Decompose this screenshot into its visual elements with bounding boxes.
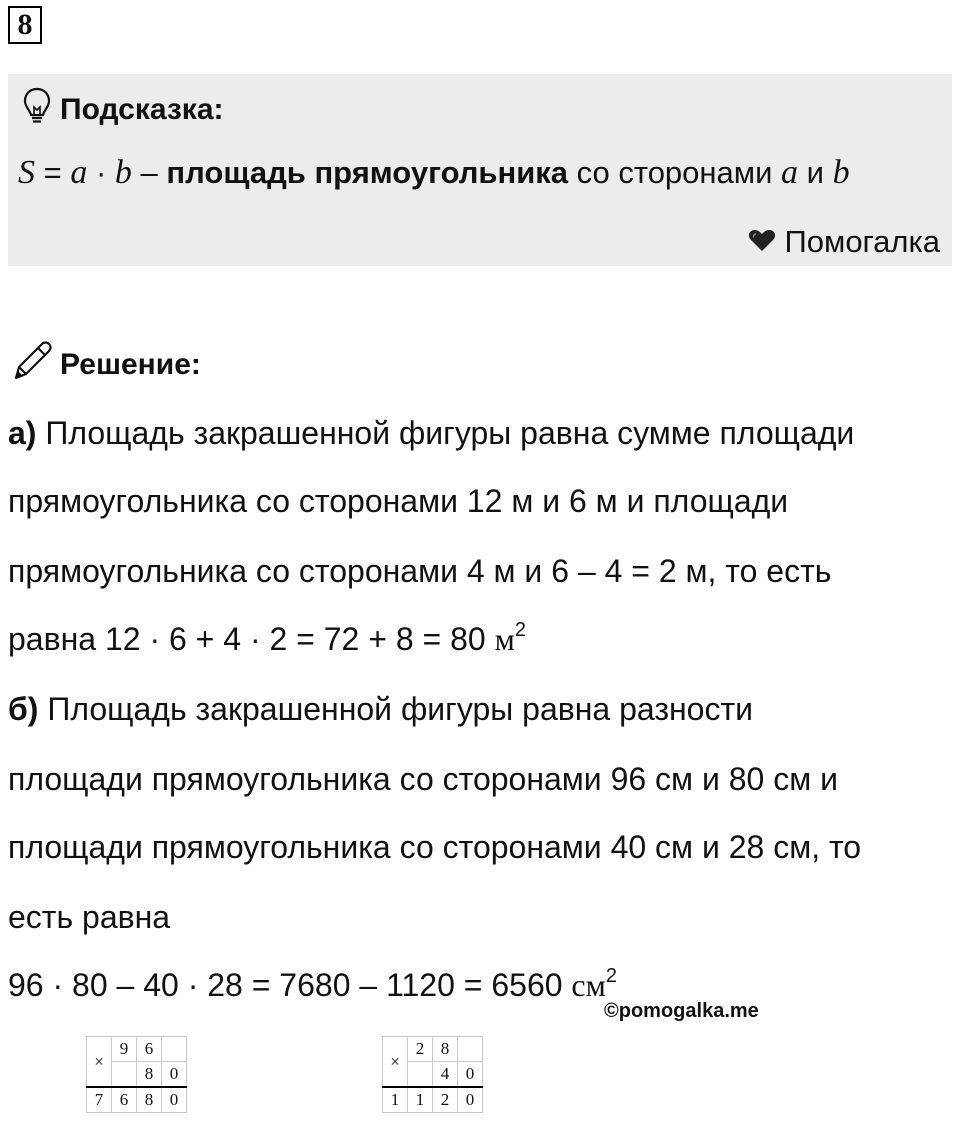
calc-cell: 4 — [433, 1062, 458, 1088]
formula-dash: – — [131, 155, 167, 190]
multiply-sign: × — [383, 1037, 408, 1088]
calc-cell: 1 — [383, 1087, 408, 1113]
multiplication-28x40 — [382, 1036, 483, 1113]
a-line-1-text: Площадь закрашенной фигуры равна сумме площади — [36, 415, 855, 451]
calc-result-row — [87, 1087, 187, 1113]
calc-row — [87, 1037, 187, 1062]
brand-name: Помогалка — [784, 224, 940, 259]
calc-cell — [162, 1037, 187, 1062]
calc-cell: 0 — [458, 1087, 483, 1113]
b-exp: 2 — [605, 965, 617, 988]
b-line-5-text: 96 · 80 – 40 · 28 = 7680 – 1120 = 6560 — [8, 967, 572, 1003]
lightbulb-icon — [22, 86, 52, 134]
b-line-3: площади прямоугольника со сторонами 40 см и 28 см, то — [8, 829, 862, 865]
b-line-1-text: Площадь закрашенной фигуры равна разности — [38, 691, 753, 727]
a-line-3: прямоугольника со сторонами 4 м и 6 – 4 = 2 м, то есть — [8, 553, 832, 589]
hint-title — [22, 86, 224, 134]
a-unit: м — [494, 621, 515, 657]
heart-icon — [748, 224, 776, 260]
solution-title-text: Решение: — [60, 348, 201, 381]
formula-b: b — [114, 154, 132, 191]
calc-cell: 0 — [458, 1062, 483, 1088]
calc-cell: 8 — [137, 1062, 162, 1088]
calc-cell: 9 — [112, 1037, 137, 1062]
calc-cell: 0 — [162, 1087, 187, 1113]
multiply-sign: × — [87, 1037, 112, 1088]
formula-and: и — [798, 155, 833, 190]
calc-cell: 1 — [408, 1087, 433, 1113]
formula-bold: площадь прямоугольника — [166, 155, 569, 190]
calc-cell: 8 — [433, 1037, 458, 1062]
calc-cell: 0 — [162, 1062, 187, 1088]
formula-rest: со сторонами — [568, 155, 782, 190]
formula-dot: · — [87, 155, 115, 190]
solution-title — [10, 340, 201, 390]
b-unit: см — [571, 967, 606, 1003]
calc-result-row — [383, 1087, 483, 1113]
calc-cell: 2 — [433, 1087, 458, 1113]
b-line-4: есть равна — [8, 899, 171, 935]
b-line-2: площади прямоугольника со сторонами 96 см и 80 см и — [8, 761, 838, 797]
calc-row — [383, 1037, 483, 1062]
formula-a: a — [70, 154, 88, 191]
pencil-icon — [10, 340, 54, 390]
calc-cell: 6 — [137, 1037, 162, 1062]
a-line-2: прямоугольника со сторонами 12 м и 6 м и площади — [8, 483, 789, 519]
b-line-1 — [8, 690, 753, 728]
calc-cell: 7 — [87, 1087, 112, 1113]
hint-title-text: Подсказка: — [60, 93, 224, 126]
formula-a2: a — [781, 154, 799, 191]
a-line-4 — [8, 620, 526, 658]
calc-cell: 2 — [408, 1037, 433, 1062]
calc-cell — [458, 1037, 483, 1062]
a-line-4-text: равна 12 · 6 + 4 · 2 = 72 + 8 = 80 — [8, 621, 495, 657]
a-line-1 — [8, 414, 854, 452]
hint-brand — [748, 224, 940, 260]
calc-cell — [112, 1062, 137, 1088]
hint-formula — [18, 154, 850, 192]
a-label: а) — [8, 415, 37, 451]
calc-cell — [408, 1062, 433, 1088]
multiplication-96x80 — [86, 1036, 187, 1113]
b-label: б) — [8, 691, 39, 727]
formula-b2: b — [832, 154, 850, 191]
a-exp: 2 — [514, 619, 526, 642]
formula-s: S — [18, 154, 35, 191]
b-line-5 — [8, 966, 617, 1004]
formula-eq: = — [35, 155, 71, 190]
watermark: ©pomogalka.me — [604, 1000, 759, 1022]
calc-cell: 8 — [137, 1087, 162, 1113]
task-number: 8 — [8, 6, 42, 44]
calc-cell: 6 — [112, 1087, 137, 1113]
